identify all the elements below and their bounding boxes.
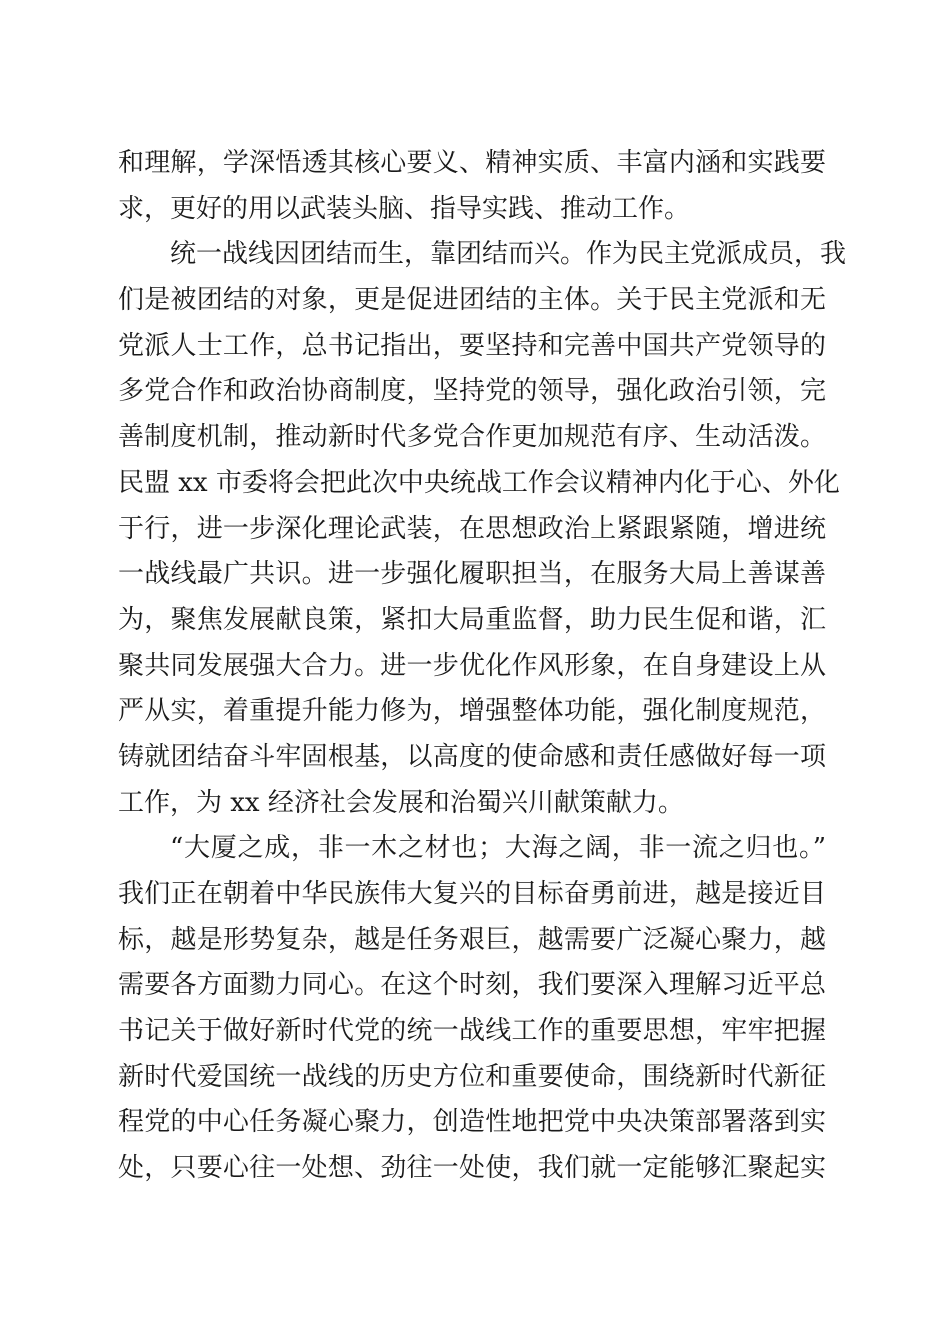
text-line: 处，只要心往一处想、劲往一处使，我们就一定能够汇聚起实 <box>118 1153 826 1184</box>
paragraph-first-line: “大厦之成，非一木之材也；大海之阔，非一流之归也。” <box>170 833 826 864</box>
paragraph-first-line: 统一战线因团结而生，靠团结而兴。作为民主党派成员，我 <box>170 239 847 270</box>
text-line: 多党合作和政治协商制度，坚持党的领导，强化政治引领，完 <box>118 376 826 407</box>
text-line: 铸就团结奋斗牢固根基，以高度的使命感和责任感做好每一项 <box>118 741 826 772</box>
text-line: 我们正在朝着中华民族伟大复兴的目标奋勇前进，越是接近目 <box>118 879 826 909</box>
text-line: 一战线最广共识。进一步强化履职担当，在服务大局上善谋善 <box>118 559 826 590</box>
text-line: 党派人士工作，总书记指出，要坚持和完善中国共产党领导的 <box>118 330 826 361</box>
text-line: 为，聚焦发展献良策，紧扣大局重监督，助力民生促和谐，汇 <box>118 604 826 635</box>
text-line: 标，越是形势复杂，越是任务艰巨，越需要广泛凝心聚力，越 <box>118 924 826 955</box>
text-line: 和理解，学深悟透其核心要义、精神实质、丰富内涵和实践要 <box>118 148 826 178</box>
text-line: 新时代爱国统一战线的历史方位和重要使命，围绕新时代新征 <box>118 1061 826 1092</box>
text-line: 求，更好的用以武装头脑、指导实践、推动工作。 <box>118 193 691 224</box>
text-line: 书记关于做好新时代党的统一战线工作的重要思想，牢牢把握 <box>118 1016 826 1047</box>
text-line: 工作，为 xx 经济社会发展和治蜀兴川献策献力。 <box>118 787 684 818</box>
text-line: 民盟 xx 市委将会把此次中央统战工作会议精神内化于心、外化 <box>118 467 840 498</box>
text-line: 需要各方面勠力同心。在这个时刻，我们要深入理解习近平总 <box>118 970 826 1001</box>
text-line: 于行，进一步深化理论武装，在思想政治上紧跟紧随，增进统 <box>118 513 826 544</box>
text-line: 严从实，着重提升能力修为，增强整体功能，强化制度规范， <box>118 696 826 727</box>
text-line: 善制度机制，推动新时代多党合作更加规范有序、生动活泼。 <box>118 422 826 453</box>
text-line: 程党的中心任务凝心聚力，创造性地把党中央决策部署落到实 <box>118 1107 826 1138</box>
text-line: 们是被团结的对象，更是促进团结的主体。关于民主党派和无 <box>118 285 826 316</box>
text-line: 聚共同发展强大合力。进一步优化作风形象，在自身建设上从 <box>118 650 826 681</box>
document-body <box>118 141 847 1192</box>
